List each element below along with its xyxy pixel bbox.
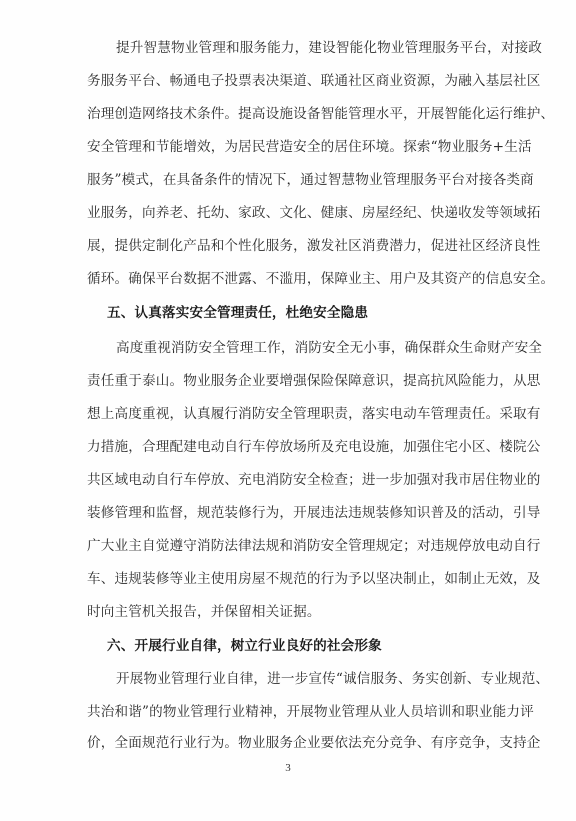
paragraph-line: 想上高度重视，认真履行消防安全管理职责，落实电动车管理责任。采取有 bbox=[87, 406, 541, 422]
section-heading: 六、开展行业自律，树立行业良好的社会形象 bbox=[107, 638, 382, 654]
paragraph-line: 力措施，合理配建电动自行车停放场所及充电设施，加强住宅小区、楼院公 bbox=[87, 439, 541, 455]
paragraph-line: 安全管理和节能增效，为居民营造安全的居住环境。探索“物业服务+生活 bbox=[87, 139, 532, 155]
paragraph-line: 装修管理和监督，规范装修行为，开展违法违规装修知识普及的活动，引导 bbox=[87, 505, 541, 521]
paragraph-line: 循环。确保平台数据不泄露、不滥用，保障业主、用户及其资产的信息安全。 bbox=[87, 271, 555, 287]
paragraph-line: 价，全面规范行业行为。物业服务企业要依法充分竞争、有序竞争，支持企 bbox=[87, 735, 541, 751]
paragraph-line: 治理创造网络技术条件。提高设施设备智能管理水平，开展智能化运行维护、 bbox=[87, 106, 555, 122]
section-heading: 五、认真落实安全管理责任，杜绝安全隐患 bbox=[107, 305, 369, 321]
paragraph-line: 广大业主自觉遵守消防法律法规和消防安全管理规定；对违规停放电动自行 bbox=[87, 538, 541, 554]
paragraph-line: 高度重视消防安全管理工作，消防安全无小事，确保群众生命财产安全 bbox=[116, 340, 543, 356]
paragraph-line: 共区域电动自行车停放、充电消防安全检查；进一步加强对我市居住物业的 bbox=[87, 472, 541, 488]
paragraph-line: 责任重于泰山。物业服务企业要增强保险保障意识，提高抗风险能力，从思 bbox=[87, 373, 541, 389]
paragraph-line: 务服务平台、畅通电子投票表决渠道、联通社区商业资源，为融入基层社区 bbox=[87, 73, 541, 89]
paragraph-line: 服务”模式，在具备条件的情况下，通过智慧物业管理服务平台对接各类商 bbox=[87, 172, 534, 188]
page-number: 3 bbox=[285, 762, 291, 774]
paragraph-line: 提升智慧物业管理和服务能力，建设智能化物业管理服务平台，对接政 bbox=[116, 40, 543, 56]
paragraph-line: 车、违规装修等业主使用房屋不规范的行为予以坚决制止，如制止无效，及 bbox=[87, 571, 541, 587]
paragraph-line: 时向主管机关报告，并保留相关证据。 bbox=[87, 604, 321, 620]
paragraph-line: 展，提供定制化产品和个性化服务，激发社区消费潜力，促进社区经济良性 bbox=[87, 238, 541, 254]
paragraph-line: 共治和谐”的物业管理行业精神，开展物业管理从业人员培训和职业能力评 bbox=[87, 704, 534, 720]
paragraph-line: 业服务，向养老、托幼、家政、文化、健康、房屋经纪、快递收发等领域拓 bbox=[87, 205, 541, 221]
paragraph-line: 开展物业管理行业自律，进一步宣传“诚信服务、务实创新、专业规范、 bbox=[116, 671, 550, 687]
